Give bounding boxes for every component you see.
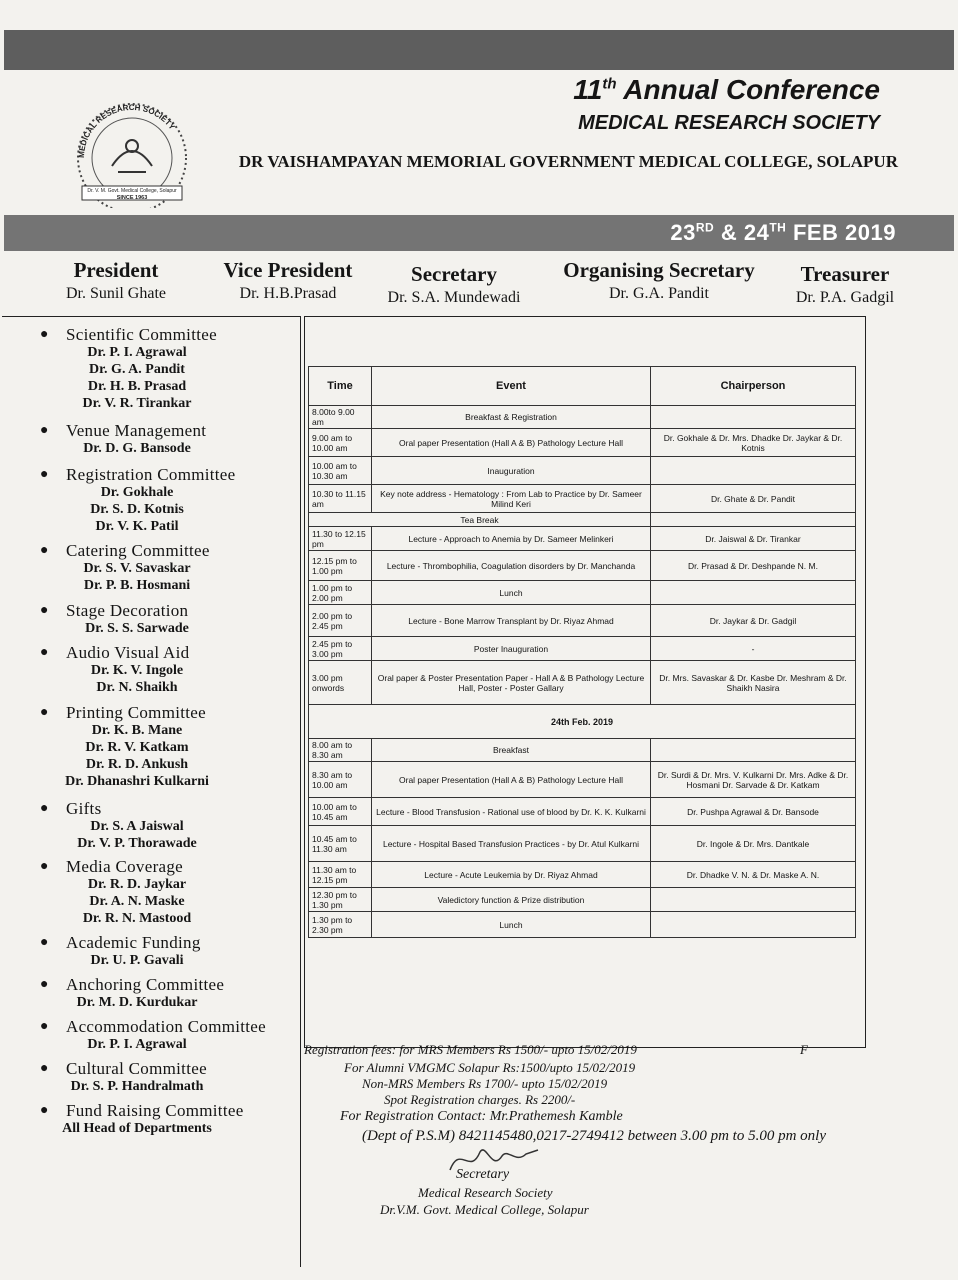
society-name: MEDICAL RESEARCH SOCIETY [578,112,880,134]
committee-member: Dr. M. D. Kurdukar [76,995,198,1010]
chair-cell: Dr. Dhadke V. N. & Dr. Maske A. N. [651,862,856,888]
office-president [56,258,176,303]
conference-title: 11th Annual Conference [573,74,880,105]
committee-title: Scientific Committee [66,325,217,344]
event-cell: Lecture - Hospital Based Transfusion Practices - by Dr. Atul Kulkarni [372,826,651,862]
logo-line2: SINCE 1963 [116,195,148,201]
time-cell: 8.00to 9.00 am [309,406,372,429]
committee-member: Dr. V. K. Patil [95,519,179,534]
table-row [309,406,856,429]
college-name: DR VAISHAMPAYAN MEMORIAL GOVERNMENT MEDICAL COLLEGE, SOLAPUR [238,152,898,171]
time-cell: 9.00 am to 10.00 am [309,429,372,457]
committee-title: Accommodation Committee [66,1017,267,1036]
time-cell: 11.30 to 12.15 pm [309,527,372,551]
committee-member: Dr. P. I. Agrawal [87,345,187,360]
bullet-icon: ● [40,977,49,992]
office-name: Dr. G.A. Pandit [609,285,709,302]
committee-member: Dr. N. Shaikh [96,680,178,695]
time-cell: 2.00 pm to 2.45 pm [309,605,372,637]
table-row [309,637,856,661]
fees-line-3: Non-MRS Members Rs 1700/- upto 15/02/2019 [362,1076,608,1091]
logo-ring-text: MEDICAL RESEARCH SOCIETY [76,102,177,159]
office-vice-president [208,258,368,303]
chair-header: Chairperson [651,367,856,406]
fees-mark: F [800,1042,808,1057]
table-row [309,551,856,581]
office-name: Dr. P.A. Gadgil [795,289,895,306]
bullet-icon: ● [40,1061,49,1076]
chair-cell: Dr. Gokhale & Dr. Mrs. Dhadke Dr. Jaykar & Dr. Kotnis [651,429,856,457]
committee-member: Dr. S. S. Sarwade [85,621,189,636]
table-row [309,605,856,637]
committee-member: Dr. A. N. Maske [89,894,185,909]
event-cell: Key note address - Hematology : From Lab to Practice by Dr. Sameer Milind Keri [372,485,651,513]
committee-title: Audio Visual Aid [66,643,190,662]
chair-cell: Dr. Ingole & Dr. Mrs. Dantkale [651,826,856,862]
committee-member: Dr. S. D. Kotnis [90,502,184,517]
signature-title: Secretary [456,1167,510,1182]
committee-member: Dr. R. D. Ankush [85,757,189,772]
table-row [309,661,856,705]
chair-cell: Dr. Prasad & Dr. Deshpande N. M. [651,551,856,581]
schedule-table [308,366,856,938]
chair-cell [651,912,856,938]
time-cell: 10.30 to 11.15 am [309,485,372,513]
event-cell: Lunch [372,581,651,605]
time-cell: 1.00 pm to 2.00 pm [309,581,372,605]
event-cell: Lecture - Acute Leukemia by Dr. Riyaz Ahmad [372,862,651,888]
table-row [309,912,856,938]
bullet-icon: ● [40,935,49,950]
time-cell: 12.15 pm to 1.00 pm [309,551,372,581]
committee-title: Catering Committee [66,541,210,560]
time-cell: 3.00 pm onwords [309,661,372,705]
bullet-icon: ● [40,801,49,816]
event-cell: Lunch [372,912,651,938]
table-row [309,485,856,513]
office-title: President [73,258,159,282]
committee-member: Dr. D. G. Bansode [83,441,191,456]
committee-title: Fund Raising Committee [66,1101,244,1120]
committee-member: Dr. R. V. Katkam [85,740,189,755]
bullet-icon: ● [40,543,49,558]
time-cell: 11.30 am to 12.15 pm [309,862,372,888]
committee-sidebar [2,316,301,1267]
office-name: Dr. H.B.Prasad [239,285,337,302]
table-row [309,739,856,762]
office-secretary [374,262,534,307]
table-row [309,888,856,912]
committee-member: Dr. V. R. Tirankar [82,396,192,411]
time-cell: 8.30 am to 10.00 am [309,762,372,798]
office-title: Vice President [223,258,353,282]
office-name: Dr. Sunil Ghate [66,285,166,302]
committee-member: Dr. H. B. Prasad [87,379,187,394]
office-title: Secretary [411,262,497,286]
committee-member: Dr. K. B. Mane [91,723,183,738]
office-name: Dr. S.A. Mundewadi [387,289,521,306]
time-cell: 8.00 am to 8.30 am [309,739,372,762]
bullet-icon: ● [40,645,49,660]
committee-member: Dr. R. N. Mastood [82,911,192,926]
event-cell: Breakfast & Registration [372,406,651,429]
chair-cell [651,513,856,527]
bullet-icon: ● [40,1019,49,1034]
time-cell: 10.00 am to 10.45 am [309,798,372,826]
committee-title: Stage Decoration [66,601,189,620]
society-logo [62,88,202,208]
table-row [309,457,856,485]
event-header: Event [372,367,651,406]
committee-member: Dr. U. P. Gavali [90,953,184,968]
signature-society: Medical Research Society [418,1185,553,1200]
chair-cell: Dr. Ghate & Dr. Pandit [651,485,856,513]
event-cell: Oral paper Presentation (Hall A & B) Pathology Lecture Hall [372,762,651,798]
committee-title: Registration Committee [66,465,236,484]
chair-cell [651,739,856,762]
event-cell: Inauguration [372,457,651,485]
chair-cell: Dr. Pushpa Agrawal & Dr. Bansode [651,798,856,826]
phone-line: (Dept of P.S.M) 8421145480,0217-2749412 between 3.00 pm to 5.00 pm only [362,1128,826,1144]
bullet-icon: ● [40,467,49,482]
committee-member: Dr. Gokhale [100,485,174,500]
bullet-icon: ● [40,1103,49,1118]
conference-date: 23RD & 24TH FEB 2019 [670,220,896,245]
chair-cell [651,581,856,605]
office-treasurer [780,262,910,307]
event-cell: Lecture - Bone Marrow Transplant by Dr. Riyaz Ahmad [372,605,651,637]
committee-title: Cultural Committee [66,1059,207,1078]
bullet-icon: ● [40,705,49,720]
chair-cell [651,888,856,912]
committee-title: Academic Funding [66,933,201,952]
office-title: Organising Secretary [563,258,755,282]
committee-member: Dr. R. D. Jaykar [87,877,187,892]
chair-cell [651,457,856,485]
time-cell: 12.30 pm to 1.30 pm [309,888,372,912]
committee-title: Gifts [66,799,102,818]
chair-cell: Dr. Surdi & Dr. Mrs. V. Kulkarni Dr. Mrs. Adke & Dr. Hosmani Dr. Sarvade & Dr. Katkam [651,762,856,798]
bullet-icon: ● [40,423,49,438]
office-title: Treasurer [800,262,890,286]
time-header: Time [309,367,372,406]
table-row [309,762,856,798]
committee-member: Dr. K. V. Ingole [90,663,184,678]
table-row [309,513,856,527]
bullet-icon: ● [40,603,49,618]
committee-title: Anchoring Committee [66,975,225,994]
chair-cell: Dr. Jaiswal & Dr. Tirankar [651,527,856,551]
chair-cell: Dr. Mrs. Savaskar & Dr. Kasbe Dr. Meshram & Dr. Shaikh Nasira [651,661,856,705]
time-cell: 10.00 am to 10.30 am [309,457,372,485]
table-row [309,581,856,605]
time-cell: 2.45 pm to 3.00 pm [309,637,372,661]
committee-title: Media Coverage [66,857,184,876]
committee-member: Dr. V. P. Thorawade [77,836,197,851]
event-cell: Valedictory function & Prize distribution [372,888,651,912]
committee-member: Dr. G. A. Pandit [89,362,185,377]
committee-member: All Head of Departments [62,1121,212,1136]
table-row [309,826,856,862]
event-cell: Poster Inauguration [372,637,651,661]
tea-break-cell: Tea Break [309,513,651,527]
table-row [309,429,856,457]
bullet-icon: ● [40,327,49,342]
table-row [309,862,856,888]
signature-college: Dr.V.M. Govt. Medical College, Solapur [380,1202,589,1217]
committee-member: Dr. P. B. Hosmani [83,578,191,593]
chair-cell [651,406,856,429]
chair-cell: Dr. Jaykar & Dr. Gadgil [651,605,856,637]
day2-separator-row [309,705,856,739]
committee-member: Dr. S. V. Savaskar [83,561,191,576]
office-organising-secretary [556,258,762,303]
fees-line-1: Registration fees: for MRS Members Rs 1500/- upto 15/02/2019 [304,1042,637,1057]
header-top-band [4,30,954,70]
committee-member: Dr. S. P. Handralmath [70,1079,204,1094]
event-cell: Lecture - Approach to Anemia by Dr. Sameer Melinkeri [372,527,651,551]
chair-cell: - [651,637,856,661]
committee-title: Printing Committee [66,703,206,722]
event-cell: Lecture - Thrombophilia, Coagulation disorders by Dr. Manchanda [372,551,651,581]
day2-label: 24th Feb. 2019 [309,705,856,739]
logo-line1: Dr. V. M. Govt. Medical College, Solapur [87,188,177,194]
event-cell: Oral paper Presentation (Hall A & B) Pathology Lecture Hall [372,429,651,457]
table-row [309,527,856,551]
event-cell: Lecture - Blood Transfusion - Rational use of blood by Dr. K. K. Kulkarni [372,798,651,826]
contact-line: For Registration Contact: Mr.Prathemesh Kamble [340,1109,623,1124]
committee-member: Dr. P. I. Agrawal [87,1037,187,1052]
fees-line-2: For Alumni VMGMC Solapur Rs:1500/upto 15/02/2019 [344,1060,636,1075]
time-cell: 10.45 am to 11.30 am [309,826,372,862]
committee-member: Dr. Dhanashri Kulkarni [65,774,209,789]
event-cell: Oral paper & Poster Presentation Paper - Hall A & B Pathology Lecture Hall, Poster - Poster Gallary [372,661,651,705]
committee-member: Dr. S. A Jaiswal [90,819,184,834]
event-cell: Breakfast [372,739,651,762]
table-row [309,798,856,826]
table-header-row [309,367,856,406]
bullet-icon: ● [40,859,49,874]
fees-line-4: Spot Registration charges. Rs 2200/- [384,1092,576,1107]
time-cell: 1.30 pm to 2.30 pm [309,912,372,938]
committee-title: Venue Management [66,421,207,440]
